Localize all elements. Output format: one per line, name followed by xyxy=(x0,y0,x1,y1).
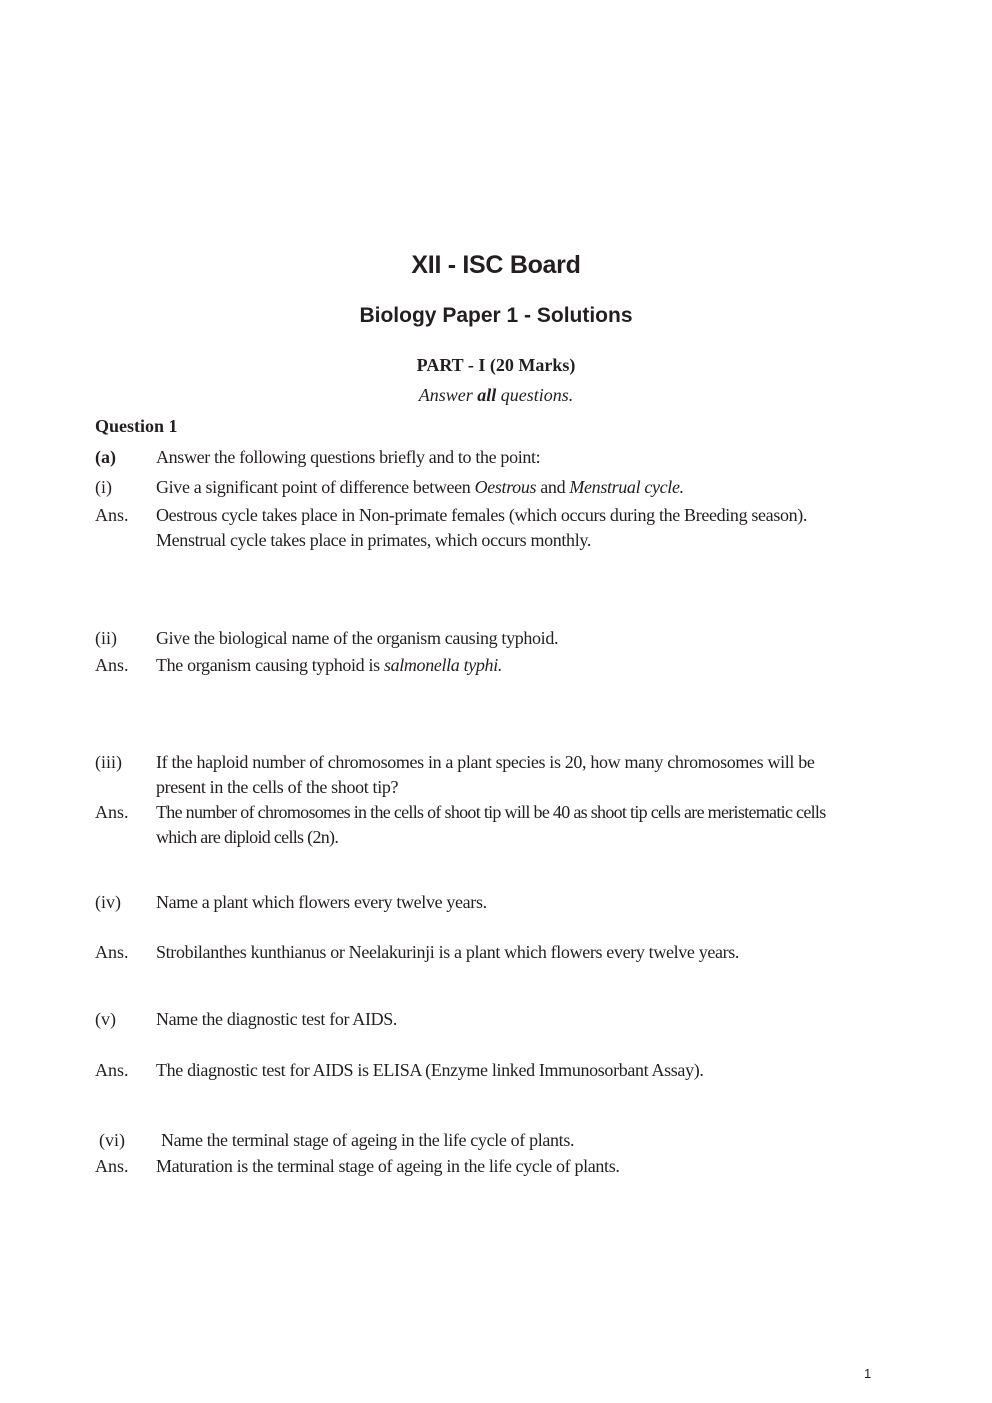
answer-label: Ans. xyxy=(95,802,129,822)
question-line: present in the cells of the shoot tip? xyxy=(156,777,399,797)
question-text xyxy=(156,475,916,500)
page-title: XII - ISC Board xyxy=(411,251,581,279)
answer-line: The number of chromosomes in the cells of shoot tip will be 40 as shoot tip cells are meristematic cells xyxy=(156,802,826,822)
instruction-post: questions. xyxy=(496,385,574,405)
question-line: If the haploid number of chromosomes in a plant species is 20, how many chromosomes will be xyxy=(156,752,815,772)
answer-text: Strobilanthes kunthianus or Neelakurinji is a plant which flowers every twelve years. xyxy=(156,942,740,962)
question-text: Name the terminal stage of ageing in the life cycle of plants. xyxy=(161,1130,575,1150)
term-menstrual-cycle: Menstrual cycle. xyxy=(569,477,684,497)
question-label: (vi) xyxy=(99,1130,125,1150)
question-text: Name a plant which flowers every twelve years. xyxy=(156,892,487,912)
instruction-line xyxy=(0,385,992,406)
answer-line: Oestrous cycle takes place in Non-primate females (which occurs during the Breeding season). xyxy=(156,505,808,525)
question-heading: Question 1 xyxy=(95,416,178,436)
question-text: Answer the following questions briefly and to the point: xyxy=(156,447,541,467)
question-label: (iii) xyxy=(95,752,122,772)
part-heading: PART - I (20 Marks) xyxy=(416,355,576,375)
term-oestrous: Oestrous xyxy=(474,477,537,497)
question-label: (a) xyxy=(95,447,116,467)
question-text: Name the diagnostic test for AIDS. xyxy=(156,1009,398,1029)
instruction-pre: Answer xyxy=(418,385,478,405)
page-subtitle: Biology Paper 1 - Solutions xyxy=(359,304,633,327)
answer-text: Maturation is the terminal stage of ageing in the life cycle of plants. xyxy=(156,1156,620,1176)
answer-line: which are diploid cells (2n). xyxy=(156,827,339,847)
answer-text xyxy=(156,800,916,850)
question-text-part: and xyxy=(536,477,570,497)
answer-text-part: The organism causing typhoid is xyxy=(156,655,384,675)
answer-line: Menstrual cycle takes place in primates, which occurs monthly. xyxy=(156,530,591,550)
question-label: (ii) xyxy=(95,628,117,648)
question-label: (v) xyxy=(95,1009,116,1029)
answer-text xyxy=(156,503,916,553)
answer-text xyxy=(156,653,916,678)
question-text-part: Give a significant point of difference between xyxy=(156,477,475,497)
term-salmonella-typhi: salmonella typhi. xyxy=(383,655,502,675)
instruction-emphasis: all xyxy=(477,385,497,405)
answer-label: Ans. xyxy=(95,1156,129,1176)
page-number: 1 xyxy=(864,1366,872,1381)
question-label: (i) xyxy=(95,477,112,497)
question-label: (iv) xyxy=(95,892,121,912)
answer-label: Ans. xyxy=(95,655,129,675)
answer-label: Ans. xyxy=(95,1060,129,1080)
answer-text: The diagnostic test for AIDS is ELISA (Enzyme linked Immunosorbant Assay). xyxy=(156,1060,704,1080)
question-text: Give the biological name of the organism causing typhoid. xyxy=(156,628,559,648)
answer-label: Ans. xyxy=(95,942,129,962)
answer-label: Ans. xyxy=(95,505,129,525)
question-text xyxy=(156,750,916,800)
